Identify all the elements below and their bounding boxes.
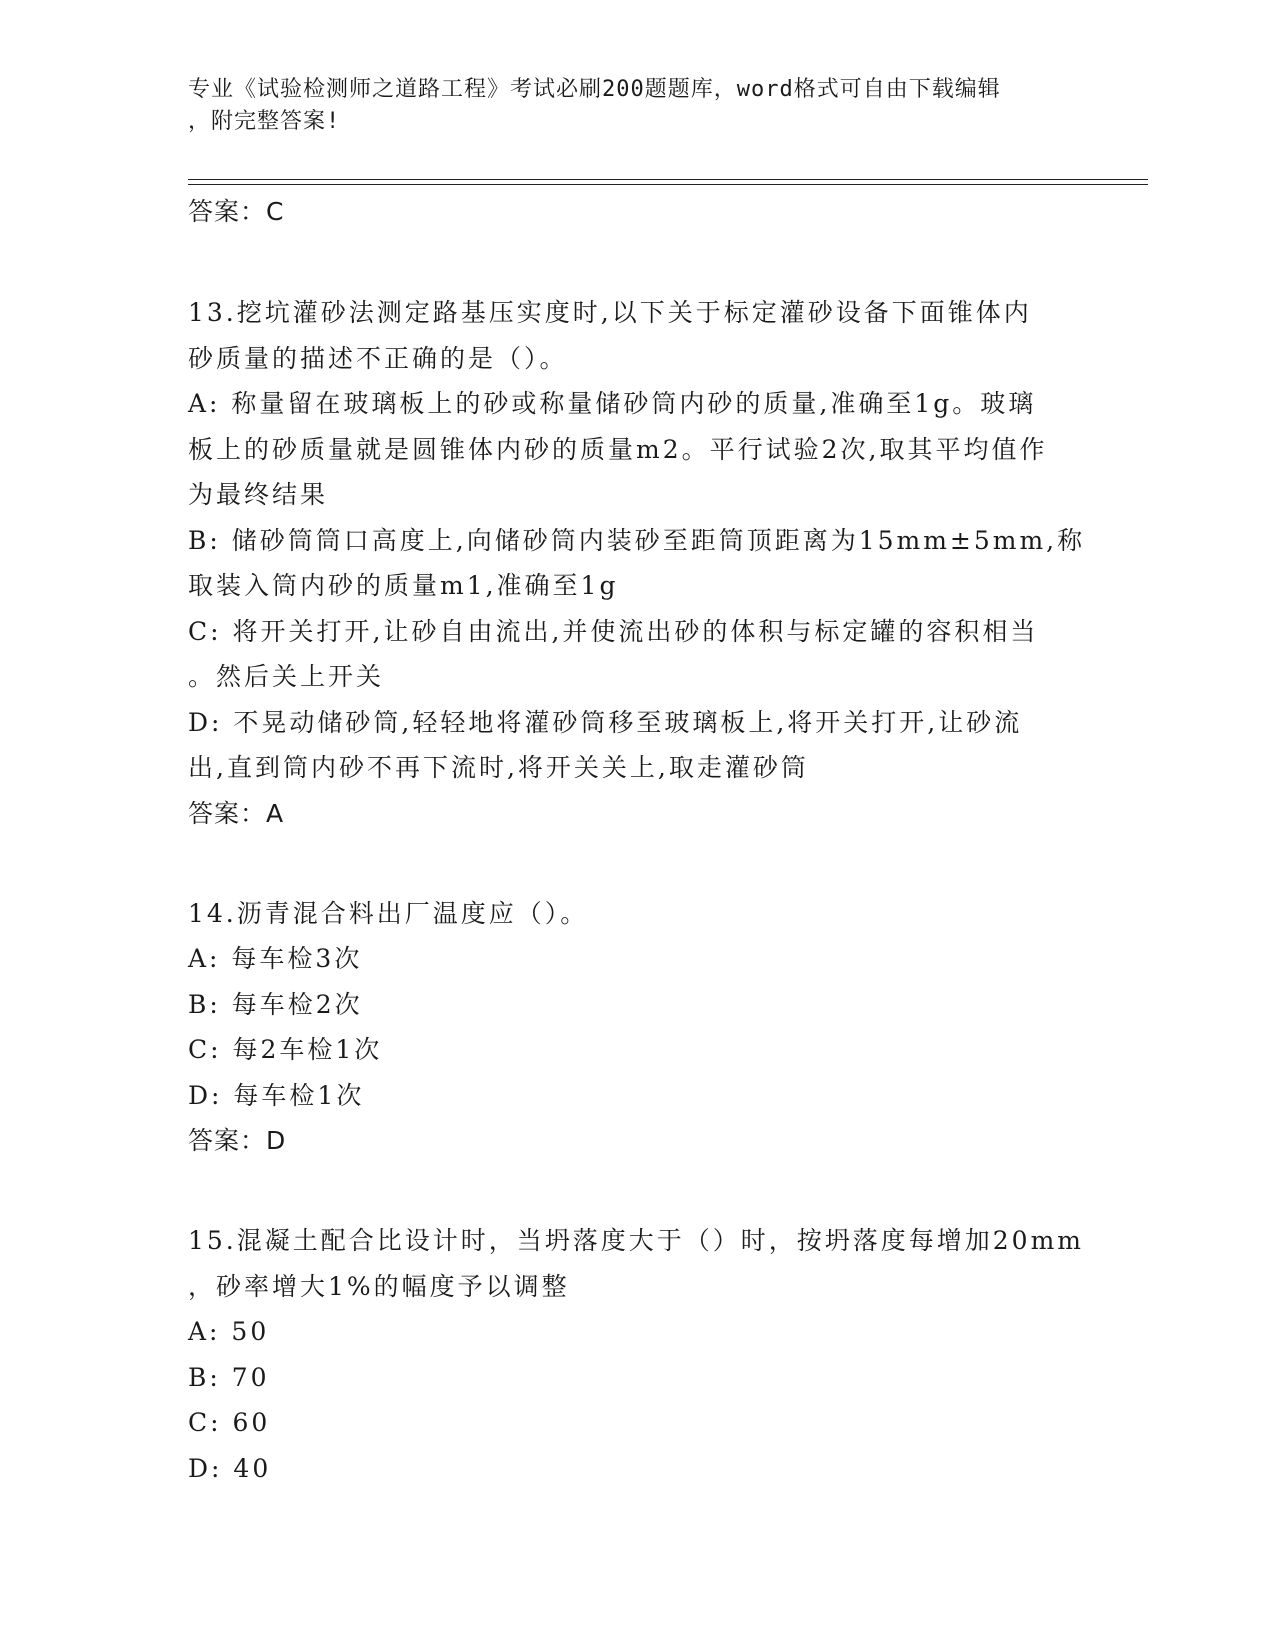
question-block: [188, 290, 1088, 835]
option-line: D: 不晃动储砂筒,轻轻地将灌砂筒移至玻璃板上,将开关打开,让砂流: [188, 707, 1023, 737]
option-line: 为最终结果: [188, 480, 329, 509]
option-line: C: 60: [188, 1408, 271, 1437]
option-line: D: 40: [188, 1453, 272, 1483]
option-line: A: 每车检3次: [188, 944, 363, 973]
header-divider-top: [188, 179, 1148, 180]
question-stem-line: 15.混凝土配合比设计时，当坍落度大于（）时，按坍落度每增加20mm: [188, 1226, 1084, 1255]
question-gap: [188, 234, 1088, 290]
question-answer: 答案：A: [188, 798, 285, 828]
option-line: 。然后关上开关: [188, 662, 385, 691]
question-gap: [188, 1162, 1088, 1218]
page-header: [188, 74, 1068, 138]
option-line: C: 将开关打开,让砂自由流出,并使流出砂的体积与标定罐的容积相当: [188, 616, 1039, 646]
option-line: 出,直到筒内砂不再下流时,将开关关上,取走灌砂筒: [188, 753, 809, 782]
question-gap: [188, 835, 1088, 891]
previous-answer: 答案：C: [188, 197, 285, 226]
question-stem-line: 砂质量的描述不正确的是（）。: [188, 343, 568, 373]
header-divider-bottom: [188, 184, 1148, 185]
question-answer: 答案：D: [188, 1126, 287, 1155]
question-block: [188, 891, 1088, 1163]
option-line: B: 每车检2次: [188, 989, 363, 1019]
option-line: C: 每2车检1次: [188, 1035, 383, 1064]
option-line: 板上的砂质量就是圆锥体内砂的质量m2。平行试验2次,取其平均值作: [188, 434, 1048, 464]
header-line-2: ，附完整答案!: [188, 109, 341, 134]
question-stem-line: 13.挖坑灌砂法测定路基压实度时,以下关于标定灌砂设备下面锥体内: [188, 298, 1032, 327]
question-stem-line: 14.沥青混合料出厂温度应（）。: [188, 898, 589, 928]
header-line-1: 专业《试验检测师之道路工程》考试必刷200题题库，word格式可自由下载编辑: [188, 77, 1001, 102]
question-stem-line: ，砂率增大1%的幅度予以调整: [188, 1271, 570, 1301]
option-line: B: 储砂筒筒口高度上,向储砂筒内装砂至距筒顶距离为15mm±5mm,称: [188, 525, 1086, 555]
option-line: A: 50: [188, 1317, 270, 1346]
option-line: B: 70: [188, 1362, 270, 1392]
option-line: D: 每车检1次: [188, 1080, 365, 1110]
option-line: A: 称量留在玻璃板上的砂或称量储砂筒内砂的质量,准确至1g。玻璃: [188, 389, 1037, 418]
document-body: [188, 190, 1088, 1491]
question-block: [188, 1218, 1088, 1491]
option-line: 取装入筒内砂的质量m1,准确至1g: [188, 571, 619, 600]
